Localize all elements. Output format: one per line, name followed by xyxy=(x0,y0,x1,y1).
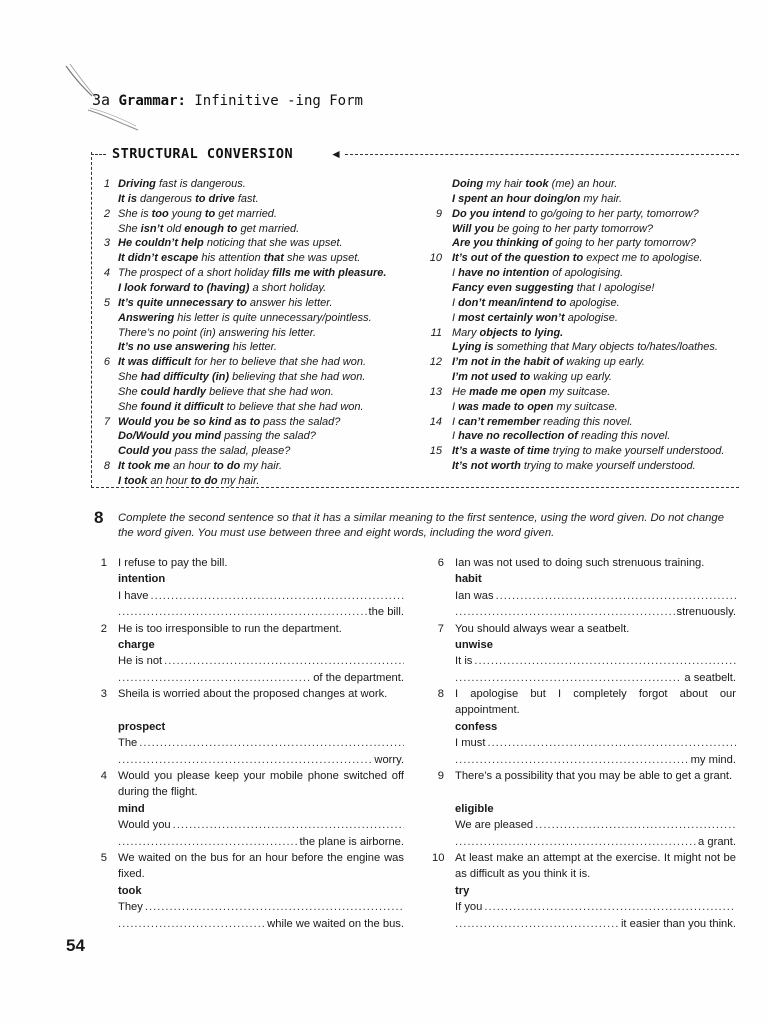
answer-gap-second-line[interactable] xyxy=(118,752,404,768)
answer-gap-first-line[interactable] xyxy=(455,735,736,751)
answer-gap-dots[interactable] xyxy=(118,834,298,850)
conversion-sentence xyxy=(452,266,623,280)
question-number: 4 xyxy=(100,770,107,783)
key-phrase: I’m not in the habit of xyxy=(452,356,564,369)
key-word: charge xyxy=(118,639,155,651)
sentence-text: an hour xyxy=(147,475,191,487)
conversion-sentence xyxy=(452,251,702,265)
conversion-number: 2 xyxy=(103,207,110,220)
conversion-sentence xyxy=(452,192,622,206)
answer-end-text: strenuously. xyxy=(676,606,736,619)
conversion-sentence xyxy=(452,355,645,369)
conversion-sentence xyxy=(452,177,617,191)
sentence-text: that I apologise! xyxy=(573,281,655,294)
question-number: 8 xyxy=(437,688,444,701)
key-phrase: have no intention xyxy=(458,267,550,280)
sentence-text: waking up early. xyxy=(530,371,612,384)
key-phrase: don’t mean/intend to xyxy=(458,296,567,309)
sentence-text: He xyxy=(452,385,470,398)
answer-end-text: my mind. xyxy=(690,753,736,766)
key-phrase: could hardly xyxy=(140,385,207,398)
question-sentence: He is too irresponsible to run the department. xyxy=(118,622,342,635)
answer-gap-dots[interactable] xyxy=(535,817,736,833)
sentence-text: believing that she had won. xyxy=(229,371,366,384)
conversion-number: 9 xyxy=(435,207,442,220)
sentence-text: to believe that she had won. xyxy=(223,400,364,413)
conversion-number: 1 xyxy=(103,178,110,190)
sentence-text: get married. xyxy=(237,222,300,235)
sentence-text: my suitcase. xyxy=(546,385,611,398)
conversion-sentence xyxy=(452,222,653,236)
key-phrase: enough to xyxy=(184,222,238,235)
answer-start-text: He is not xyxy=(118,655,163,668)
answer-gap-first-line[interactable] xyxy=(455,653,736,669)
sentence-text: I xyxy=(452,400,459,413)
answer-gap-first-line[interactable] xyxy=(455,817,736,833)
question-sentence: You should always wear a seatbelt. xyxy=(455,622,630,635)
key-phrase: to do xyxy=(213,460,241,473)
key-phrase: He couldn’t help xyxy=(118,237,204,250)
sentence-text: apologise. xyxy=(564,311,618,324)
question-number: 10 xyxy=(432,852,445,865)
sentence-text: young xyxy=(168,207,205,220)
key-phrase: made me open xyxy=(469,385,547,398)
conversion-number: 5 xyxy=(103,296,110,309)
conversion-number: 11 xyxy=(430,326,442,339)
sentence-text: apologise. xyxy=(566,296,620,309)
conversion-sentence xyxy=(118,415,340,429)
answer-end-text: a grant. xyxy=(698,835,736,848)
conversion-number: 14 xyxy=(429,415,442,428)
sentence-text: get married. xyxy=(215,207,277,220)
sentence-text: reading this novel. xyxy=(577,430,671,443)
answer-gap-second-line[interactable] xyxy=(455,752,736,768)
conversion-sentence xyxy=(118,340,277,354)
key-phrase: most certainly won’t xyxy=(458,311,565,324)
answer-gap-second-line[interactable] xyxy=(455,834,736,850)
answer-start-text: I must xyxy=(455,737,486,750)
exercise-instruction: Complete the second sentence so that it has a similar meaning to the first sentence, using the word given. Do not change the word given. You must use between three and eight words, including the word given. xyxy=(118,512,724,539)
sentence-text: passing the salad? xyxy=(221,430,316,443)
sentence-text: I xyxy=(452,296,459,309)
conversion-number: 10 xyxy=(429,252,442,265)
conversion-sentence xyxy=(118,222,299,236)
answer-gap-second-line[interactable] xyxy=(455,604,736,620)
conversion-sentence xyxy=(118,444,290,458)
conversion-sentence xyxy=(452,236,696,250)
key-phrase: was made to open xyxy=(458,400,554,413)
key-phrase: It took me xyxy=(118,460,170,473)
question-number: 2 xyxy=(100,622,107,635)
key-phrase: to drive xyxy=(195,192,235,205)
key-phrase: Are you thinking of xyxy=(452,237,553,250)
sentence-text: of apologising. xyxy=(549,267,624,280)
key-phrase: can’t remember xyxy=(458,415,541,428)
conversion-sentence xyxy=(118,177,246,191)
box-title: STRUCTURAL CONVERSION xyxy=(112,146,294,162)
key-phrase: that xyxy=(263,252,284,265)
sentence-text: she was upset. xyxy=(283,252,361,265)
exercise-number: 8 xyxy=(94,508,104,527)
key-phrase: too xyxy=(151,207,169,220)
sentence-text: be going to her party tomorrow? xyxy=(494,222,654,235)
sentence-text: She is xyxy=(118,207,152,220)
sentence-text: old xyxy=(163,222,185,235)
sentence-text: She xyxy=(118,222,141,235)
sentence-text: my suitcase. xyxy=(553,400,618,413)
answer-gap-dots[interactable] xyxy=(164,653,404,669)
answer-start-text: If you xyxy=(455,901,483,914)
conversion-sentence xyxy=(118,192,259,206)
conversion-number: 4 xyxy=(103,267,110,280)
conversion-sentence xyxy=(118,370,365,384)
sentence-text: The prospect of a short holiday xyxy=(118,267,273,280)
answer-gap-dots[interactable] xyxy=(145,899,404,915)
sentence-text: pass the salad? xyxy=(260,415,341,428)
key-phrase: Doing xyxy=(452,178,484,190)
conversion-number: 15 xyxy=(429,445,442,458)
answer-start-text: They xyxy=(118,901,143,914)
question-sentence: Sheila is worried about the proposed changes at work. xyxy=(118,688,388,701)
answer-gap-dots[interactable] xyxy=(484,899,736,915)
sentence-text: my hair. xyxy=(240,460,283,473)
answer-gap-first-line[interactable] xyxy=(118,653,404,669)
answer-gap-dots[interactable] xyxy=(455,604,675,620)
key-phrase: Will you xyxy=(452,222,495,235)
answer-gap-second-line[interactable] xyxy=(118,604,404,620)
key-phrase: It’s a waste of time xyxy=(452,445,550,458)
sentence-text: going to her party tomorrow? xyxy=(552,237,696,250)
question-number: 1 xyxy=(100,557,107,569)
conversion-sentence xyxy=(452,429,670,443)
sentence-text: my hair. xyxy=(217,475,260,487)
key-phrase: Would you be so kind as to xyxy=(118,415,261,428)
answer-gap-first-line[interactable] xyxy=(118,817,404,833)
key-phrase: took xyxy=(525,178,549,190)
key-phrase: objects to lying. xyxy=(479,326,564,339)
sentence-text: an hour xyxy=(169,460,214,473)
sentence-text: noticing that she was upset. xyxy=(203,237,343,250)
answer-start-text: We are pleased xyxy=(455,819,534,832)
conversion-sentence xyxy=(118,355,366,369)
key-phrase: I spent an hour doing/on xyxy=(452,192,581,205)
key-phrase: found it difficult xyxy=(140,400,224,413)
question-number: 5 xyxy=(100,852,107,865)
answer-start-text: It is xyxy=(455,655,473,668)
conversion-number: 7 xyxy=(103,415,110,428)
question-sentence: At least make an attempt at the exercise. It might not be as difficult as you think it is. xyxy=(455,852,736,881)
key-phrase: to do xyxy=(190,475,218,487)
key-phrase: It was difficult xyxy=(118,356,192,369)
sentence-text: I xyxy=(452,430,459,443)
sentence-text: believe that she had won. xyxy=(206,385,334,398)
answer-gap-dots[interactable] xyxy=(139,735,404,751)
key-phrase: Do/Would you mind xyxy=(118,430,222,443)
key-phrase: isn’t xyxy=(140,222,164,235)
arrow-left-icon: ◄ xyxy=(330,147,342,161)
sentence-text: reading this novel. xyxy=(540,415,633,428)
sentence-text: waking up early. xyxy=(563,356,645,369)
conversion-sentence xyxy=(452,415,633,429)
key-phrase: I look forward to (having) xyxy=(118,281,250,294)
answer-start-text: Ian was xyxy=(455,589,494,602)
key-phrase: It is xyxy=(118,192,137,205)
conversion-sentence xyxy=(452,340,718,354)
answer-gap-dots[interactable] xyxy=(118,670,311,686)
key-phrase: I took xyxy=(118,475,148,487)
key-word: mind xyxy=(118,803,145,815)
answer-end-text: it easier than you think. xyxy=(620,917,736,930)
answer-end-text: the plane is airborne. xyxy=(299,835,404,848)
key-phrase: fills me with pleasure. xyxy=(272,267,387,280)
conversion-sentence xyxy=(452,459,696,473)
sentence-text: fast is dangerous. xyxy=(155,178,246,190)
conversion-sentence xyxy=(452,444,724,458)
answer-gap-dots[interactable] xyxy=(173,817,404,833)
section-title-bold: Grammar: xyxy=(118,93,186,109)
key-phrase: Answering xyxy=(118,311,175,324)
key-word: eligible xyxy=(455,803,494,815)
sentence-text: I xyxy=(452,311,459,324)
sentence-text: trying to make yourself understood. xyxy=(549,445,725,458)
answer-gap-dots[interactable] xyxy=(487,735,736,751)
conversion-sentence xyxy=(118,296,333,310)
question-sentence: I apologise but I completely forgot about our appointment. xyxy=(455,688,736,717)
conversion-sentence xyxy=(452,296,620,310)
answer-end-text: of the department. xyxy=(313,671,404,684)
sentence-text: his attention xyxy=(198,252,264,265)
sentence-text: dangerous xyxy=(136,192,196,205)
key-word: took xyxy=(118,885,142,897)
conversion-sentence xyxy=(118,266,386,280)
key-word: confess xyxy=(455,721,498,733)
sentence-text: I xyxy=(452,267,459,280)
answer-end-text: the bill. xyxy=(368,606,404,619)
conversion-sentence xyxy=(452,400,618,414)
section-number: 3a xyxy=(92,91,111,109)
answer-gap-first-line[interactable] xyxy=(118,735,404,751)
answer-gap-dots[interactable] xyxy=(118,752,372,768)
key-word: try xyxy=(455,885,470,897)
conversion-sentence xyxy=(118,281,326,295)
conversion-sentence xyxy=(452,207,699,221)
key-phrase: had difficulty (in) xyxy=(140,371,230,384)
conversion-sentence xyxy=(452,311,618,325)
key-phrase: Lying is xyxy=(452,341,494,354)
conversion-number: 8 xyxy=(103,460,110,473)
question-number: 6 xyxy=(437,557,444,569)
conversion-sentence xyxy=(118,429,316,443)
conversion-sentence xyxy=(118,311,372,325)
key-phrase: Driving xyxy=(118,178,156,190)
conversion-sentence xyxy=(452,326,563,340)
answer-gap-dots[interactable] xyxy=(455,834,696,850)
answer-gap-dots[interactable] xyxy=(496,588,736,604)
answer-gap-first-line[interactable] xyxy=(455,588,736,604)
answer-end-text: a seatbelt. xyxy=(684,671,736,684)
answer-gap-dots[interactable] xyxy=(455,752,689,768)
sentence-text: something that Mary objects to/hates/loathes. xyxy=(493,341,718,354)
question-sentence: We waited on the bus for an hour before the engine was fixed. xyxy=(118,852,404,881)
key-phrase: Do you intend xyxy=(452,207,526,220)
answer-gap-dots[interactable] xyxy=(118,604,367,620)
key-word: prospect xyxy=(118,721,166,733)
answer-gap-second-line[interactable] xyxy=(455,916,736,932)
sentence-text: She xyxy=(118,371,141,384)
question-sentence: I refuse to pay the bill. xyxy=(118,557,228,569)
answer-gap-dots[interactable] xyxy=(455,670,682,686)
answer-gap-second-line[interactable] xyxy=(118,834,404,850)
question-number: 7 xyxy=(437,622,444,635)
conversion-sentence xyxy=(118,474,259,488)
conversion-number: 13 xyxy=(429,385,442,398)
answer-gap-first-line[interactable] xyxy=(118,899,404,915)
sentence-text: a short holiday. xyxy=(249,281,327,294)
key-word: habit xyxy=(455,573,482,586)
question-sentence: There’s a possibility that you may be able to get a grant. xyxy=(455,770,733,783)
sentence-text: my hair xyxy=(483,178,526,190)
conversion-sentence xyxy=(118,385,334,399)
answer-start-text: Would you xyxy=(118,819,171,832)
key-phrase: Could you xyxy=(118,445,172,458)
sentence-text: She xyxy=(118,385,141,398)
key-word: intention xyxy=(118,573,166,586)
answer-gap-dots[interactable] xyxy=(474,653,736,669)
conversion-sentence xyxy=(118,207,277,221)
conversion-sentence xyxy=(452,370,612,384)
conversion-sentence xyxy=(452,385,610,399)
sentence-text: expect me to apologise. xyxy=(583,252,703,265)
answer-gap-dots[interactable] xyxy=(150,588,404,604)
answer-gap-first-line[interactable] xyxy=(455,899,736,915)
sentence-text: fast. xyxy=(234,192,259,205)
answer-gap-dots[interactable] xyxy=(455,916,619,932)
answer-gap-first-line[interactable] xyxy=(118,588,404,604)
key-phrase: It’s no use answering xyxy=(118,341,230,354)
question-sentence: Would you please keep your mobile phone switched off during the flight. xyxy=(118,770,404,799)
answer-gap-second-line[interactable] xyxy=(118,916,404,932)
sentence-text: trying to make yourself understood. xyxy=(520,460,696,473)
sentence-text: (me) an hour. xyxy=(548,178,618,190)
conversion-number: 3 xyxy=(103,237,110,250)
sentence-text: There’s no point (in) answering his letter. xyxy=(118,326,317,339)
sentence-text: pass the salad, please? xyxy=(171,445,291,458)
section-title-rest: Infinitive -ing Form xyxy=(185,93,363,109)
question-number: 9 xyxy=(437,770,444,783)
key-phrase: have no recollection of xyxy=(458,430,578,443)
sentence-text: I xyxy=(452,415,459,428)
conversion-sentence xyxy=(118,400,364,414)
key-phrase: to xyxy=(204,207,216,220)
conversion-number: 12 xyxy=(429,356,442,369)
sentence-text: to go/going to her party, tomorrow? xyxy=(525,207,699,220)
answer-start-text: I have xyxy=(118,589,149,602)
answer-gap-dots[interactable] xyxy=(118,916,265,932)
sentence-text: my hair. xyxy=(580,192,623,205)
conversion-sentence xyxy=(118,459,282,473)
answer-end-text: worry. xyxy=(374,753,404,766)
answer-gap-second-line[interactable] xyxy=(455,670,736,686)
key-phrase: I’m not used to xyxy=(452,371,531,384)
conversion-number: 6 xyxy=(103,356,110,369)
answer-start-text: The xyxy=(118,737,138,750)
conversion-sentence xyxy=(118,326,316,340)
answer-gap-second-line[interactable] xyxy=(118,670,404,686)
conversion-sentence xyxy=(118,251,360,265)
sentence-text: Mary xyxy=(452,326,480,339)
key-phrase: It’s not worth xyxy=(452,460,521,473)
answer-end-text: while we waited on the bus. xyxy=(267,917,404,930)
sentence-text: for her to believe that she had won. xyxy=(191,356,367,369)
sentence-text: his letter. xyxy=(229,341,277,354)
key-phrase: Fancy even suggesting xyxy=(452,281,574,294)
key-phrase: It’s out of the question to xyxy=(452,252,584,265)
conversion-sentence xyxy=(452,281,654,295)
key-phrase: It’s quite unnecessary to xyxy=(118,296,247,309)
question-sentence: Ian was not used to doing such strenuous training. xyxy=(455,557,705,569)
conversion-sentence xyxy=(118,236,343,250)
page-number: 54 xyxy=(66,936,85,955)
section-heading xyxy=(92,91,363,109)
sentence-text: answer his letter. xyxy=(246,296,333,309)
question-number: 3 xyxy=(100,688,107,701)
key-phrase: It didn’t escape xyxy=(118,252,199,265)
sentence-text: his letter is quite unnecessary/pointless. xyxy=(174,311,372,324)
sentence-text: She xyxy=(118,400,141,413)
key-word: unwise xyxy=(455,639,493,651)
